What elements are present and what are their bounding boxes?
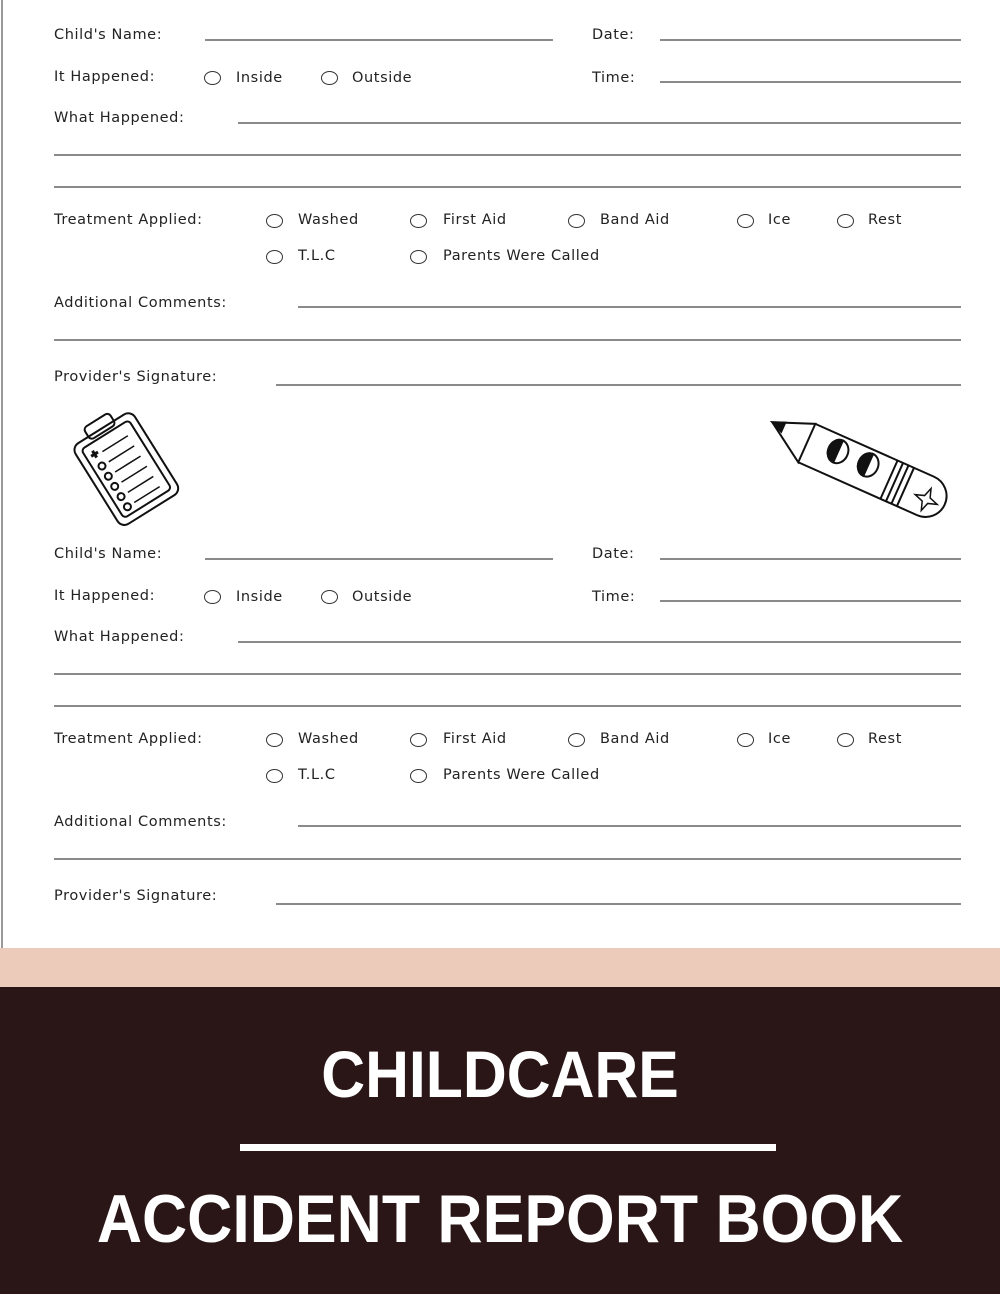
childs-name-label: Child's Name: [54, 27, 163, 43]
date-field[interactable] [660, 558, 961, 560]
providers-signature-field[interactable] [276, 903, 961, 905]
providers-signature-label: Provider's Signature: [54, 369, 218, 385]
providers-signature-label: Provider's Signature: [54, 888, 218, 904]
cover-accent-band [0, 948, 1000, 987]
treatment-option-label: First Aid [443, 212, 507, 228]
radio-band-aid[interactable] [568, 733, 585, 747]
time-label: Time: [592, 589, 636, 605]
clipboard-icon [50, 402, 210, 532]
radio-first-aid[interactable] [410, 214, 427, 228]
radio-ice[interactable] [737, 214, 754, 228]
treatment-option-label: Rest [868, 212, 902, 228]
location-option-label: Inside [236, 70, 283, 86]
radio-washed[interactable] [266, 214, 283, 228]
treatment-option-label: First Aid [443, 731, 507, 747]
treatment-option-label: Parents Were Called [443, 248, 600, 264]
date-field[interactable] [660, 39, 961, 41]
additional-comments-field-line2[interactable] [54, 858, 961, 860]
what-happened-field-line2[interactable] [54, 154, 961, 156]
it-happened-label: It Happened: [54, 588, 156, 604]
location-option-label: Outside [352, 70, 413, 86]
what-happened-label: What Happened: [54, 629, 185, 645]
what-happened-field-line2[interactable] [54, 673, 961, 675]
treatment-option-label: Band Aid [600, 212, 670, 228]
treatment-option-label: Washed [298, 731, 359, 747]
treatment-option-label: T.L.C [298, 767, 336, 783]
location-option-label: Outside [352, 589, 413, 605]
additional-comments-field[interactable] [298, 306, 961, 308]
time-label: Time: [592, 70, 636, 86]
it-happened-label: It Happened: [54, 69, 156, 85]
childs-name-field[interactable] [205, 558, 553, 560]
additional-comments-label: Additional Comments: [54, 814, 227, 830]
title-divider [240, 1144, 776, 1151]
accident-report-form [0, 519, 1000, 919]
date-label: Date: [592, 546, 635, 562]
treatment-option-label: Ice [768, 731, 791, 747]
radio-outside[interactable] [321, 71, 338, 85]
treatment-applied-label: Treatment Applied: [54, 212, 203, 228]
radio-inside[interactable] [204, 590, 221, 604]
radio-ice[interactable] [737, 733, 754, 747]
date-label: Date: [592, 27, 635, 43]
radio-first-aid[interactable] [410, 733, 427, 747]
radio-washed[interactable] [266, 733, 283, 747]
radio-parents-were-called[interactable] [410, 250, 427, 264]
location-option-label: Inside [236, 589, 283, 605]
radio-t-l-c[interactable] [266, 250, 283, 264]
treatment-applied-label: Treatment Applied: [54, 731, 203, 747]
providers-signature-field[interactable] [276, 384, 961, 386]
treatment-option-label: Washed [298, 212, 359, 228]
childs-name-label: Child's Name: [54, 546, 163, 562]
treatment-option-label: Band Aid [600, 731, 670, 747]
radio-rest[interactable] [837, 214, 854, 228]
treatment-option-label: T.L.C [298, 248, 336, 264]
radio-parents-were-called[interactable] [410, 769, 427, 783]
treatment-option-label: Parents Were Called [443, 767, 600, 783]
radio-outside[interactable] [321, 590, 338, 604]
radio-inside[interactable] [204, 71, 221, 85]
additional-comments-field-line2[interactable] [54, 339, 961, 341]
radio-band-aid[interactable] [568, 214, 585, 228]
time-field[interactable] [660, 81, 961, 83]
treatment-option-label: Rest [868, 731, 902, 747]
cover-title-line1: CHILDCARE [321, 1037, 679, 1111]
what-happened-label: What Happened: [54, 110, 185, 126]
pencil-icon [740, 420, 970, 520]
what-happened-field-line3[interactable] [54, 705, 961, 707]
radio-t-l-c[interactable] [266, 769, 283, 783]
what-happened-field[interactable] [238, 641, 961, 643]
what-happened-field[interactable] [238, 122, 961, 124]
cover-title-line2: ACCIDENT REPORT BOOK [96, 1181, 904, 1257]
accident-report-form [0, 0, 1000, 400]
additional-comments-field[interactable] [298, 825, 961, 827]
childs-name-field[interactable] [205, 39, 553, 41]
treatment-option-label: Ice [768, 212, 791, 228]
additional-comments-label: Additional Comments: [54, 295, 227, 311]
what-happened-field-line3[interactable] [54, 186, 961, 188]
radio-rest[interactable] [837, 733, 854, 747]
time-field[interactable] [660, 600, 961, 602]
